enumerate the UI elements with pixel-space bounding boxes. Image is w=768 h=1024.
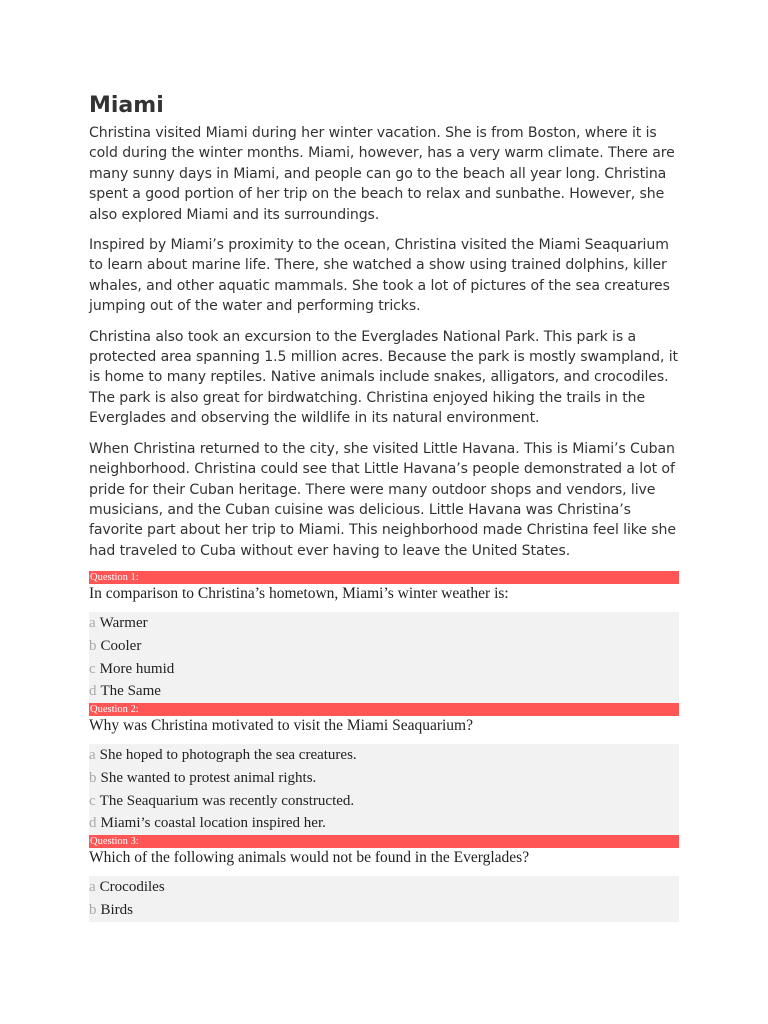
option-letter: c xyxy=(89,792,96,809)
option-text: She hoped to photograph the sea creatures. xyxy=(99,747,357,763)
answer-option-d[interactable] xyxy=(89,680,679,703)
option-text: Miami’s coastal location inspired her. xyxy=(100,815,326,832)
option-letter: d xyxy=(89,683,97,700)
answer-options xyxy=(89,876,679,922)
answer-options xyxy=(89,612,679,703)
answer-option-c[interactable] xyxy=(89,658,679,681)
article xyxy=(89,92,679,571)
option-letter: a xyxy=(89,879,96,895)
answer-option-a[interactable] xyxy=(89,744,679,767)
option-text: Warmer xyxy=(99,615,148,631)
option-text: The Seaquarium was recently constructed. xyxy=(99,792,355,809)
option-letter: b xyxy=(89,901,97,918)
question-2 xyxy=(89,703,679,835)
article-paragraph: Inspired by Miami’s proximity to the ocean, Christina visited the Miami Seaquarium to learn about marine life. There, she watched a show using trained dolphins, killer whales, and other aquatic mammals. She took a lot of pictures of the sea creatures jumping out of the water and performing tricks. xyxy=(89,237,670,315)
answer-option-b[interactable] xyxy=(89,899,679,922)
article-paragraph: Christina visited Miami during her winter vacation. She is from Boston, where it is cold during the winter months. Miami, however, has a very warm climate. There are many sunny days in Miami, and people can go to the beach all year long. Christina spent a good portion of her trip on the beach to relax and sunbathe. However, she also explored Miami and its surroundings. xyxy=(89,125,675,223)
question-1 xyxy=(89,571,679,703)
answer-options xyxy=(89,744,679,835)
question-text: Which of the following animals would not be found in the Everglades? xyxy=(89,849,530,866)
question-text: In comparison to Christina’s hometown, Miami’s winter weather is: xyxy=(89,585,509,602)
option-text: Birds xyxy=(100,901,134,918)
question-text: Why was Christina motivated to visit the Miami Seaquarium? xyxy=(89,717,473,734)
option-letter: b xyxy=(89,769,97,786)
option-text: She wanted to protest animal rights. xyxy=(100,769,317,786)
option-letter: a xyxy=(89,615,96,631)
article-paragraph: Christina also took an excursion to the Everglades National Park. This park is a protected area spanning 1.5 million acres. Because the park is mostly swampland, it is home to many reptiles. Native animals include snakes, alligators, and crocodiles. The park is also great for birdwatching. Christina enjoyed hiking the trails in the Everglades and observing the wildlife in its natural environment. xyxy=(89,328,678,427)
option-letter: c xyxy=(89,660,96,677)
option-letter: a xyxy=(89,747,96,763)
question-label: Question 3: xyxy=(89,835,679,848)
article-title: Miami xyxy=(89,93,164,118)
answer-option-a[interactable] xyxy=(89,876,679,899)
answer-option-c[interactable] xyxy=(89,790,679,813)
answer-option-d[interactable] xyxy=(89,812,679,835)
option-text: The Same xyxy=(100,683,161,700)
question-label: Question 1: xyxy=(89,571,679,584)
option-letter: b xyxy=(89,637,97,654)
option-text: More humid xyxy=(99,660,175,677)
answer-option-b[interactable] xyxy=(89,767,679,790)
option-text: Crocodiles xyxy=(99,879,165,895)
answer-option-a[interactable] xyxy=(89,612,679,635)
option-text: Cooler xyxy=(100,637,142,654)
article-paragraph: When Christina returned to the city, she visited Little Havana. This is Miami’s Cuban neighborhood. Christina could see that Little Havana’s people demonstrated a lot of pride for their Cuban heritage. There were many outdoor shops and vendors, live musicians, and the Cuban cuisine was delicious. Little Havana was Christina’s favorite part about her trip to Miami. This neighborhood made Christina feel like she had traveled to Cuba without ever having to leave the United States. xyxy=(89,440,676,559)
option-letter: d xyxy=(89,815,97,832)
answer-option-b[interactable] xyxy=(89,635,679,658)
question-3 xyxy=(89,835,679,922)
question-label: Question 2: xyxy=(89,703,679,716)
